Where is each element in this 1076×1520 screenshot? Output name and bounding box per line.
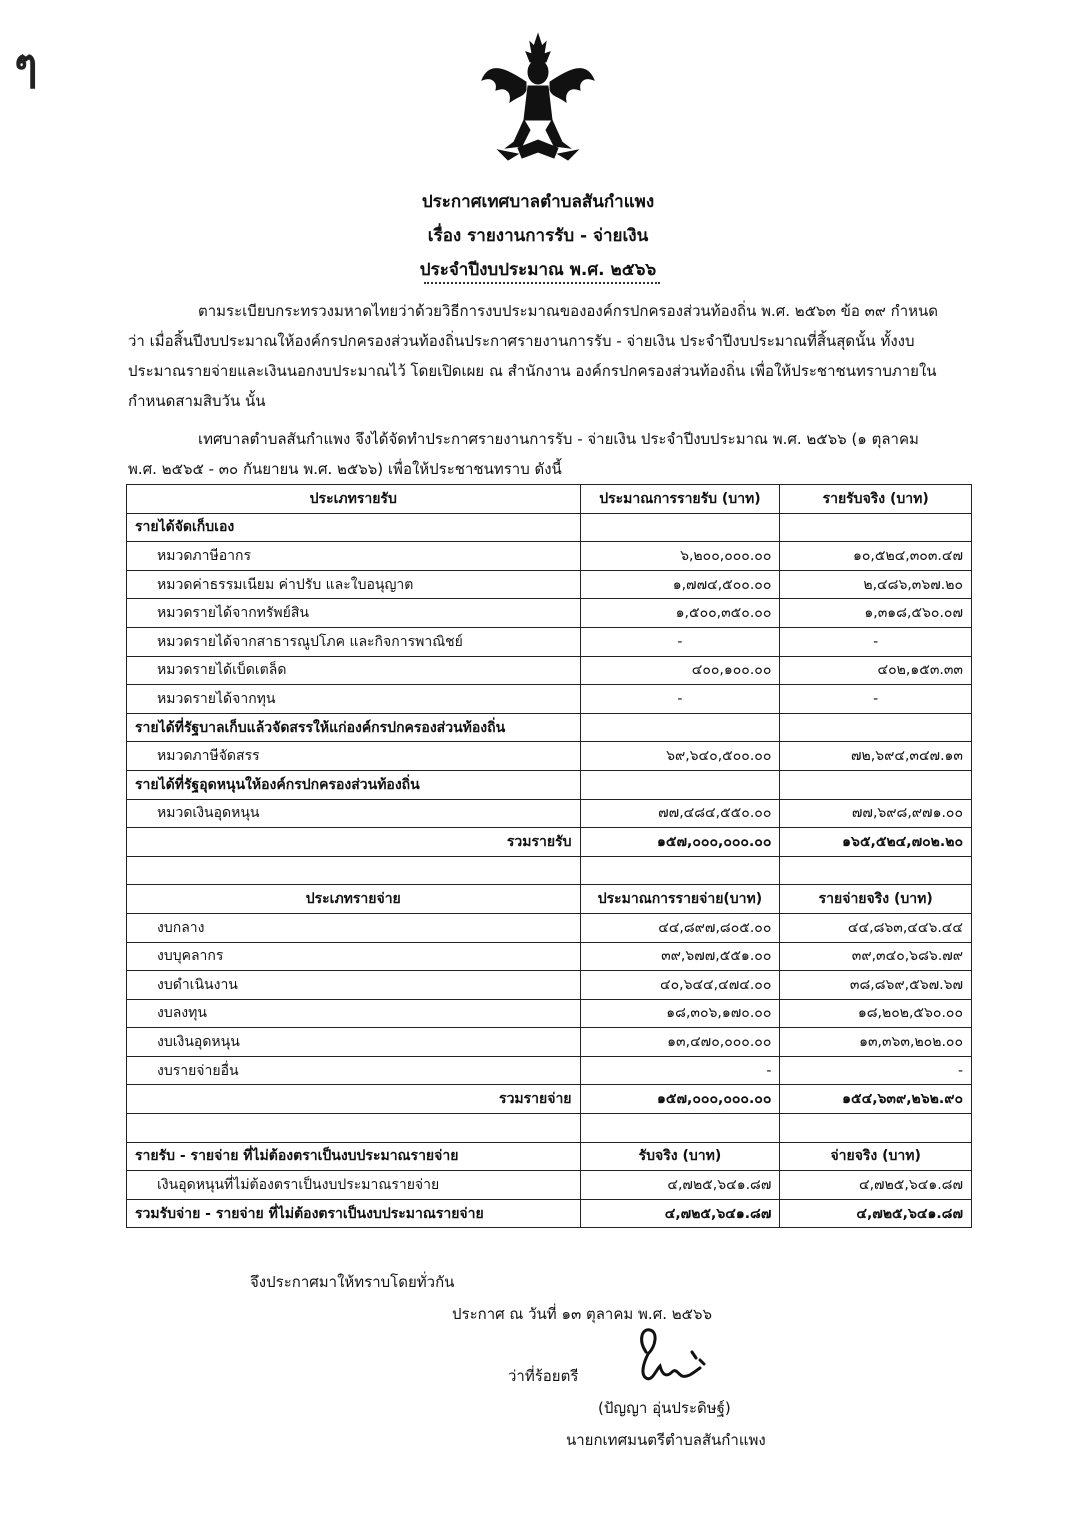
table-row (127, 656, 972, 685)
estimate-value: - (580, 627, 780, 656)
expense-total-actual: ๑๕๔,๖๓๙,๒๖๒.๙๐ (780, 1085, 972, 1114)
row-label: หมวดภาษีอากร (127, 542, 581, 571)
empty-cell (780, 770, 972, 799)
income-category-row (127, 513, 972, 542)
paragraph-announcement-text: เทศบาลตำบลสันกำแพง จึงได้จัดทำประกาศรายงานการรับ - จ่ายเงิน ประจำปีงบประมาณ พ.ศ. ๒๕๖๖ (๑ ตุลาคม พ.ศ. ๒๕๖๕ - ๓๐ กันยายน พ.ศ. ๒๕๖๖) เพื่อให้ประชาชนทราบ ดังนี้ (128, 430, 919, 478)
closing-statement: จึงประกาศมาให้ทราบโดยทั่วกัน (250, 1273, 455, 1291)
table-row (127, 999, 972, 1028)
table-row (127, 971, 972, 1000)
actual-value: ๓๘,๘๖๙,๕๖๗.๖๗ (780, 971, 972, 1000)
actual-value: ๑๓,๓๖๓,๒๐๒.๐๐ (780, 1028, 972, 1057)
title-dotted-underline (424, 282, 660, 284)
income-actual-header: รายรับจริง (บาท) (780, 485, 972, 514)
offbudget-total-received: ๔,๗๒๕,๖๔๑.๘๗ (580, 1199, 780, 1228)
estimate-value: ๑๓,๔๗๐,๐๐๐.๐๐ (580, 1028, 780, 1057)
estimate-value: ๑,๗๗๔,๕๐๐.๐๐ (580, 570, 780, 599)
income-total-actual: ๑๖๕,๕๒๔,๗๐๒.๒๐ (780, 828, 972, 857)
row-label: หมวดรายได้จากทุน (127, 685, 581, 714)
table-row (127, 627, 972, 656)
table-row (127, 1056, 972, 1085)
income-estimate-header: ประมาณการรายรับ (บาท) (580, 485, 780, 514)
estimate-value: ๔๐,๖๔๔,๔๗๔.๐๐ (580, 971, 780, 1000)
paragraph-announcement (128, 424, 948, 484)
empty-cell (580, 713, 780, 742)
offbudget-type-header: รายรับ - รายจ่าย ที่ไม่ต้องตราเป็นงบประมาณรายจ่าย (127, 1142, 581, 1171)
actual-value: ๔๔,๘๖๓,๔๔๖.๔๔ (780, 913, 972, 942)
row-label: งบดำเนินงาน (127, 971, 581, 1000)
income-type-header: ประเภทรายรับ (127, 485, 581, 514)
paragraph-regulation (128, 296, 948, 416)
signer-name: (ปัญญา อุ่นประดิษฐ์) (598, 1399, 731, 1417)
announcement-subject: เรื่อง รายงานการรับ - จ่ายเงิน (427, 226, 649, 246)
actual-value: ๓๙,๓๔๐,๖๘๖.๗๙ (780, 942, 972, 971)
empty-cell (127, 856, 581, 885)
expense-estimate-header: ประมาณการรายจ่าย(บาท) (580, 885, 780, 914)
table-row (127, 942, 972, 971)
empty-cell (580, 513, 780, 542)
actual-value: ๒,๔๘๖,๓๖๗.๒๐ (780, 570, 972, 599)
income-header-row (127, 485, 972, 514)
row-label: หมวดค่าธรรมเนียม ค่าปรับ และใบอนุญาต (127, 570, 581, 599)
empty-cell (580, 1114, 780, 1143)
income-category-label: รายได้ที่รัฐอุดหนุนให้องค์กรปกครองส่วนท้องถิ่น (127, 770, 581, 799)
paid-value: ๔,๗๒๕,๖๔๑.๘๗ (780, 1171, 972, 1200)
actual-value: ๑,๓๑๘,๕๖๐.๐๗ (780, 599, 972, 628)
signature-icon (616, 1322, 726, 1392)
income-category-row (127, 770, 972, 799)
row-label: งบบุคลากร (127, 942, 581, 971)
budget-table (126, 484, 972, 1228)
table-row (127, 570, 972, 599)
empty-cell (780, 713, 972, 742)
estimate-value: ๑๘,๓๐๖,๑๗๐.๐๐ (580, 999, 780, 1028)
actual-value: - (780, 1056, 972, 1085)
empty-cell (127, 1114, 581, 1143)
estimate-value: - (580, 685, 780, 714)
table-row (127, 742, 972, 771)
empty-cell (780, 1114, 972, 1143)
table-row (127, 542, 972, 571)
expense-total-row (127, 1085, 972, 1114)
income-category-label: รายได้ที่รัฐบาลเก็บแล้วจัดสรรให้แก่องค์กรปกครองส่วนท้องถิ่น (127, 713, 581, 742)
row-label: หมวดรายได้จากสาธารณูปโภค และกิจการพาณิชย์ (127, 627, 581, 656)
estimate-value: ๓๙,๖๗๗,๕๕๑.๐๐ (580, 942, 780, 971)
offbudget-total-paid: ๔,๗๒๕,๖๔๑.๘๗ (780, 1199, 972, 1228)
empty-cell (580, 770, 780, 799)
income-total-label: รวมรายรับ (127, 828, 581, 857)
table-row (127, 799, 972, 828)
expense-header-row (127, 885, 972, 914)
row-label: หมวดภาษีจัดสรร (127, 742, 581, 771)
expense-total-estimate: ๑๕๗,๐๐๐,๐๐๐.๐๐ (580, 1085, 780, 1114)
fiscal-year-title: ประจำปีงบประมาณ พ.ศ. ๒๕๖๖ (419, 260, 657, 280)
announcement-date: ประกาศ ณ วันที่ ๑๓ ตุลาคม พ.ศ. ๒๕๖๖ (452, 1305, 713, 1323)
estimate-value: - (580, 1056, 780, 1085)
expense-type-header: ประเภทรายจ่าย (127, 885, 581, 914)
expense-total-label: รวมรายจ่าย (127, 1085, 581, 1114)
paragraph-regulation-text: ตามระเบียบกระทรวงมหาดไทยว่าด้วยวิธีการงบประมาณขององค์กรปกครองส่วนท้องถิ่น พ.ศ. ๒๕๖๓ ข้อ ๓๙ กำหนดว่า เมื่อสิ้นปีงบประมาณให้องค์กรปกครองส่วนท้องถิ่นประกาศรายงานการรับ - จ่ายเงิน ประจำปีงบประมาณที่สิ้นสุดนั้น ทั้งงบประมาณรายจ่ายและเงินนอกงบประมาณไว้ โดยเปิดเผย ณ สำนักงาน องค์กรปกครองส่วนท้องถิ่น เพื่อให้ประชาชนทราบภายในกำหนดสามสิบวัน นั้น (128, 302, 939, 410)
row-label: งบลงทุน (127, 999, 581, 1028)
actual-value: ๑๐,๕๒๔,๓๐๓.๔๗ (780, 542, 972, 571)
estimate-value: ๗๗,๔๘๔,๕๕๐.๐๐ (580, 799, 780, 828)
income-category-label: รายได้จัดเก็บเอง (127, 513, 581, 542)
row-label: เงินอุดหนุนที่ไม่ต้องตราเป็นงบประมาณรายจ่าย (127, 1171, 581, 1200)
estimate-value: ๔๐๐,๑๐๐.๐๐ (580, 656, 780, 685)
actual-value: - (780, 685, 972, 714)
estimate-value: ๖,๒๐๐,๐๐๐.๐๐ (580, 542, 780, 571)
expense-actual-header: รายจ่ายจริง (บาท) (780, 885, 972, 914)
spacer-row (127, 856, 972, 885)
actual-value: ๗๗,๖๙๘,๙๗๑.๐๐ (780, 799, 972, 828)
income-total-row (127, 828, 972, 857)
row-label: หมวดเงินอุดหนุน (127, 799, 581, 828)
empty-cell (780, 513, 972, 542)
actual-value: ๑๘,๒๐๒,๕๖๐.๐๐ (780, 999, 972, 1028)
offbudget-received-header: รับจริง (บาท) (580, 1142, 780, 1171)
actual-value: - (780, 627, 972, 656)
handwritten-corner-mark: ๆ (14, 40, 38, 91)
table-row (127, 913, 972, 942)
table-row (127, 685, 972, 714)
received-value: ๔,๗๒๕,๖๔๑.๘๗ (580, 1171, 780, 1200)
acting-rank: ว่าที่ร้อยตรี (508, 1367, 579, 1385)
table-row (127, 1028, 972, 1057)
offbudget-paid-header: จ่ายจริง (บาท) (780, 1142, 972, 1171)
offbudget-total-label: รวมรับจ่าย - รายจ่าย ที่ไม่ต้องตราเป็นงบประมาณรายจ่าย (127, 1199, 581, 1228)
actual-value: ๗๒,๖๙๔,๓๔๗.๑๓ (780, 742, 972, 771)
row-label: งบรายจ่ายอื่น (127, 1056, 581, 1085)
offbudget-header-row (127, 1142, 972, 1171)
row-label: หมวดรายได้เบ็ดเตล็ด (127, 656, 581, 685)
estimate-value: ๖๙,๖๔๐,๕๐๐.๐๐ (580, 742, 780, 771)
income-total-estimate: ๑๕๗,๐๐๐,๐๐๐.๐๐ (580, 828, 780, 857)
row-label: หมวดรายได้จากทรัพย์สิน (127, 599, 581, 628)
estimate-value: ๑,๕๐๐,๓๕๐.๐๐ (580, 599, 780, 628)
garuda-emblem-icon (478, 30, 598, 170)
row-label: งบกลาง (127, 913, 581, 942)
empty-cell (780, 856, 972, 885)
table-row (127, 599, 972, 628)
actual-value: ๔๐๒,๑๕๓.๓๓ (780, 656, 972, 685)
spacer-row (127, 1114, 972, 1143)
announcement-title: ประกาศเทศบาลตำบลสันกำแพง (421, 192, 655, 212)
row-label: งบเงินอุดหนุน (127, 1028, 581, 1057)
income-category-row (127, 713, 972, 742)
offbudget-total-row (127, 1199, 972, 1228)
table-row (127, 1171, 972, 1200)
estimate-value: ๔๔,๘๙๗,๘๐๕.๐๐ (580, 913, 780, 942)
empty-cell (580, 856, 780, 885)
signer-title: นายกเทศมนตรีตำบลสันกำแพง (566, 1431, 766, 1449)
